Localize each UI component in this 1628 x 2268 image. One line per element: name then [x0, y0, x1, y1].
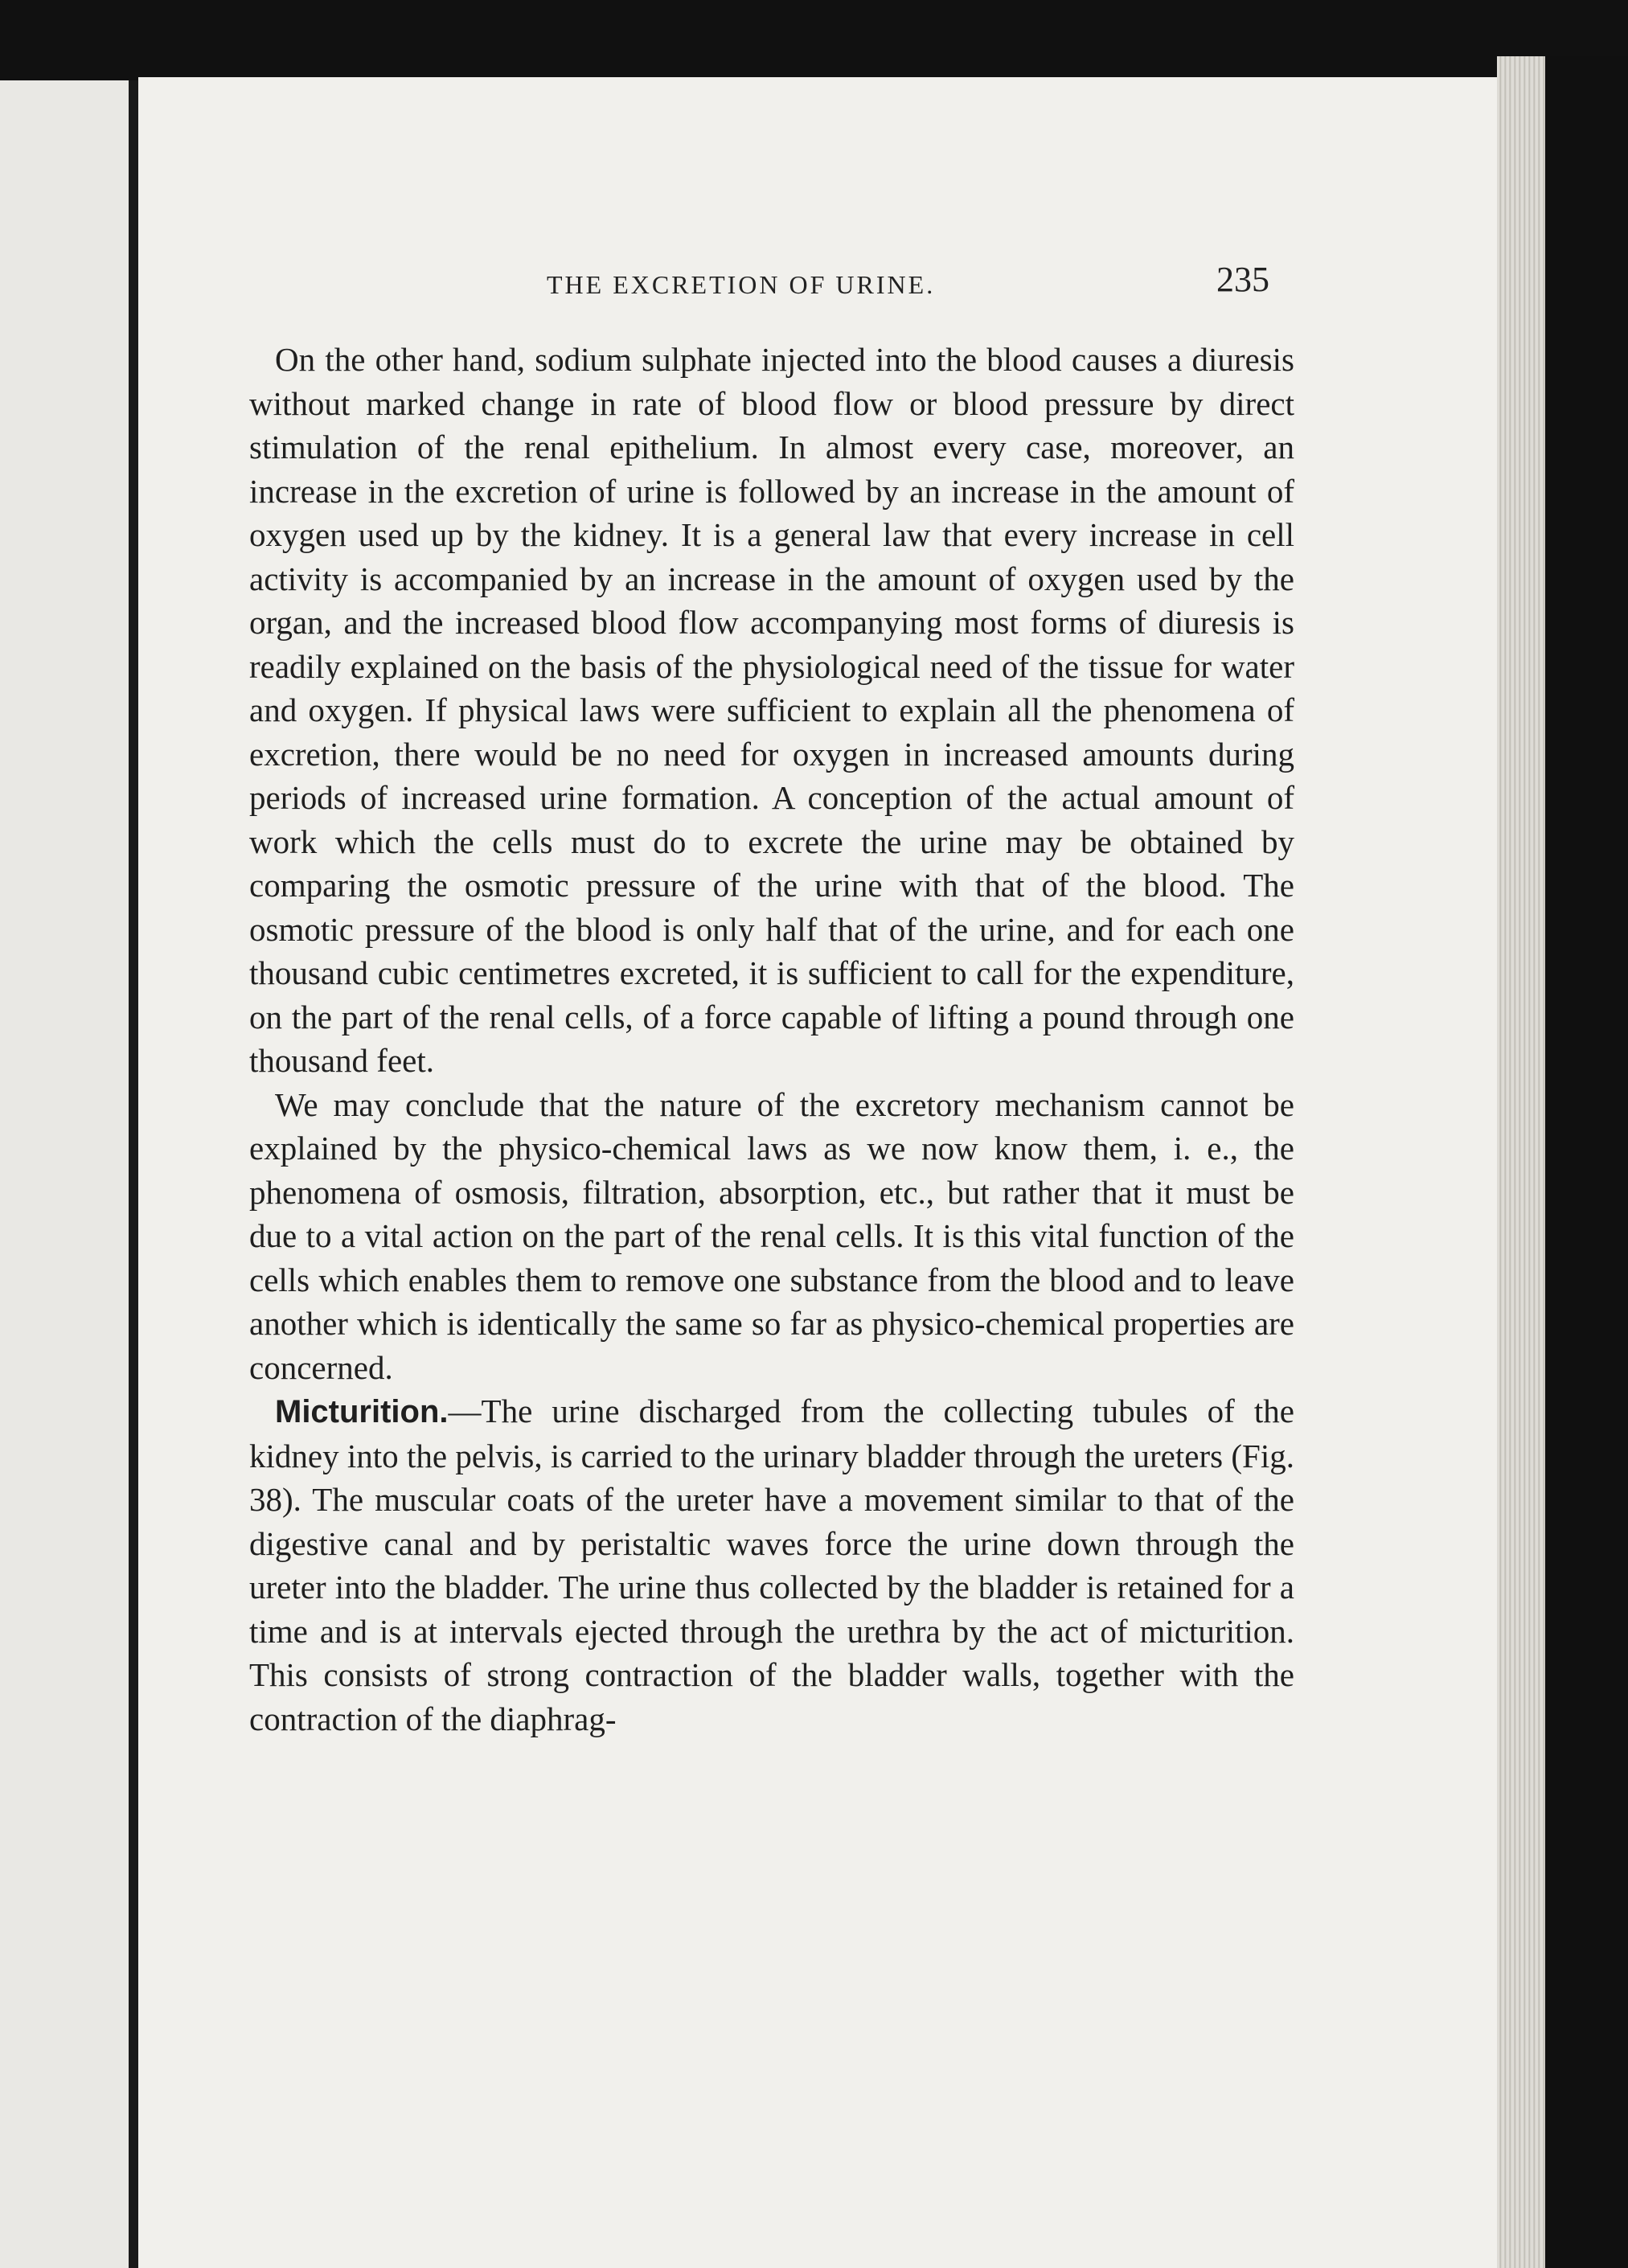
body-text [249, 338, 1294, 1741]
running-head: THE EXCRETION OF URINE. [547, 270, 936, 299]
facing-page-edge [0, 80, 137, 2268]
paragraph-micturition [249, 1389, 1294, 1741]
page-stack-edges [1497, 56, 1545, 2268]
micturition-text: —The urine discharged from the collecting tubules of the kidney into the pelvis, is carried to the urinary bladder through the ureters (Fig. 38). The muscular coats of the ureter have a movement similar to that of the digestive canal and by peristaltic waves force the urine down through the ureter into the bladder. The urine thus collected by the bladder is retained for a time and is at intervals ejected through the urethra by the act of micturition. This consists of strong contraction of the bladder walls, together with the contraction of the diaphrag- [249, 1392, 1294, 1737]
paragraph-vital-action: We may conclude that the nature of the excretory mechanism cannot be explained by the physico-chemical laws as we now know them, i. e., the phenomena of osmosis, filtration, absorption, etc., but rather that it must be due to a vital action on the part of the renal cells. It is this vital function of the cells which enables them to remove one substance from the blood and to leave another which is identically the same so far as physico-chemical properties are concerned. [249, 1085, 1294, 1386]
page-number: 235 [1216, 260, 1269, 299]
scan-border-right [1545, 56, 1628, 2268]
section-heading-micturition: Micturition. [275, 1394, 449, 1429]
paragraph-oxygen-use: On the other hand, sodium sulphate injected into the blood causes a diuresis without marked change in rate of blood flow or blood pressure by direct stimulation of the renal epithelium. In almost every case, moreover, an increase in the excretion of urine is followed by an increase in the amount of oxygen used up by the kidney. It is a general law that every increase in cell activity is accompanied by an increase in the amount of oxygen used by the organ, and the increased blood flow accompanying most forms of diuresis is readily explained on the basis of the physiological need of the tissue for water and oxygen. If physical laws were sufficient to explain all the phenomena of excretion, there would be no need for oxygen in increased amounts during periods of increased urine formation. A conception of the actual amount of work which the cells must do to excrete the urine may be obtained by comparing the osmotic pressure of the urine with that of the blood. The osmotic pressure of the blood is only half that of the urine, and for each one thousand cubic centimetres excreted, it is sufficient to call for the expenditure, on the part of the renal cells, of a force capable of lifting a pound through one thousand feet. [249, 341, 1294, 1079]
